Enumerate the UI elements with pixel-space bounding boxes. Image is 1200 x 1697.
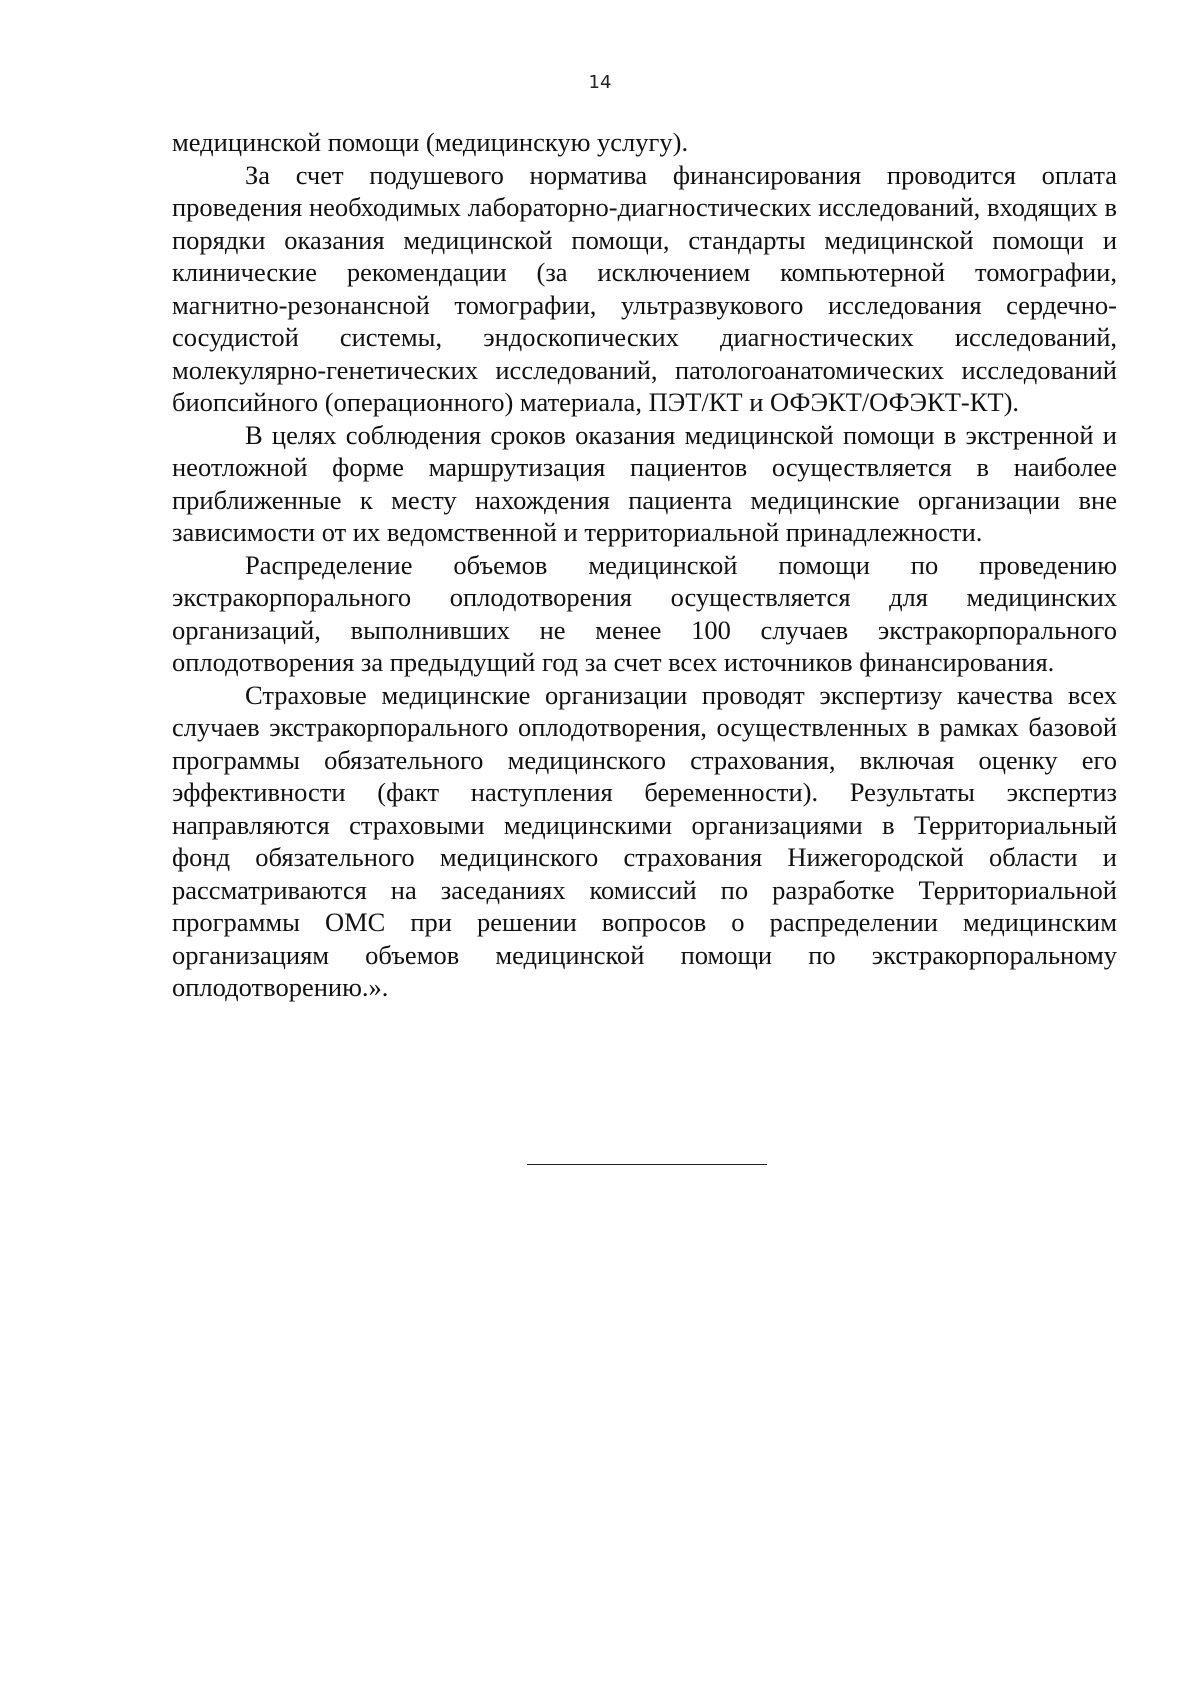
document-body (172, 126, 1117, 1004)
end-separator-line (527, 1164, 767, 1165)
paragraph-ivf-quality-expertise: Страховые медицинские организации проводят экспертизу качества всех случаев экстракорпорального оплодотворения, осуществленных в рамках базовой программы обязательного медицинского страхования, включая оценку его эффективности (факт наступления беременности). Результаты экспертиз направляются страховыми медицинскими организациями в Территориальный фонд обязательного медицинского страхования Нижегородской области и рассматриваются на заседаниях комиссий по разработке Территориальной программы ОМС при решении вопросов о распределении медицинским организациям объемов медицинской помощи по экстракорпоральному оплодотворению.». (172, 679, 1117, 1002)
paragraph-patient-routing: В целях соблюдения сроков оказания медицинской помощи в экстренной и неотложной форме маршрутизация пациентов осуществляется в наиболее приближенные к месту нахождения пациента медицинские организации вне зависимости от их ведомственной и территориальной принадлежности. (172, 419, 1117, 547)
paragraph-continuation: медицинской помощи (медицинскую услугу). (172, 127, 689, 157)
page-number: 14 (588, 72, 612, 93)
paragraph-capitation-payment: За счет подушевого норматива финансирования проводится оплата проведения необходимых лабораторно-диагностических исследований, входящих в порядки оказания медицинской помощи, стандарты медицинской помощи и клинические рекомендации (за исключением компьютерной томографии, магнитно-резонансной томографии, ультразвукового исследования сердечно-сосудистой системы, эндоскопических диагностических исследований, молекулярно-генетических исследований, патологоанатомических исследований биопсийного (операционного) материала, ПЭТ/КТ и ОФЭКТ/ОФЭКТ-КТ). (172, 159, 1117, 417)
paragraph-ivf-volume-distribution: Распределение объемов медицинской помощи по проведению экстракорпорального оплодотворения осуществляется для медицинских организаций, выполнивших не менее 100 случаев экстракорпорального оплодотворения за предыдущий год за счет всех источников финансирования. (172, 549, 1117, 677)
